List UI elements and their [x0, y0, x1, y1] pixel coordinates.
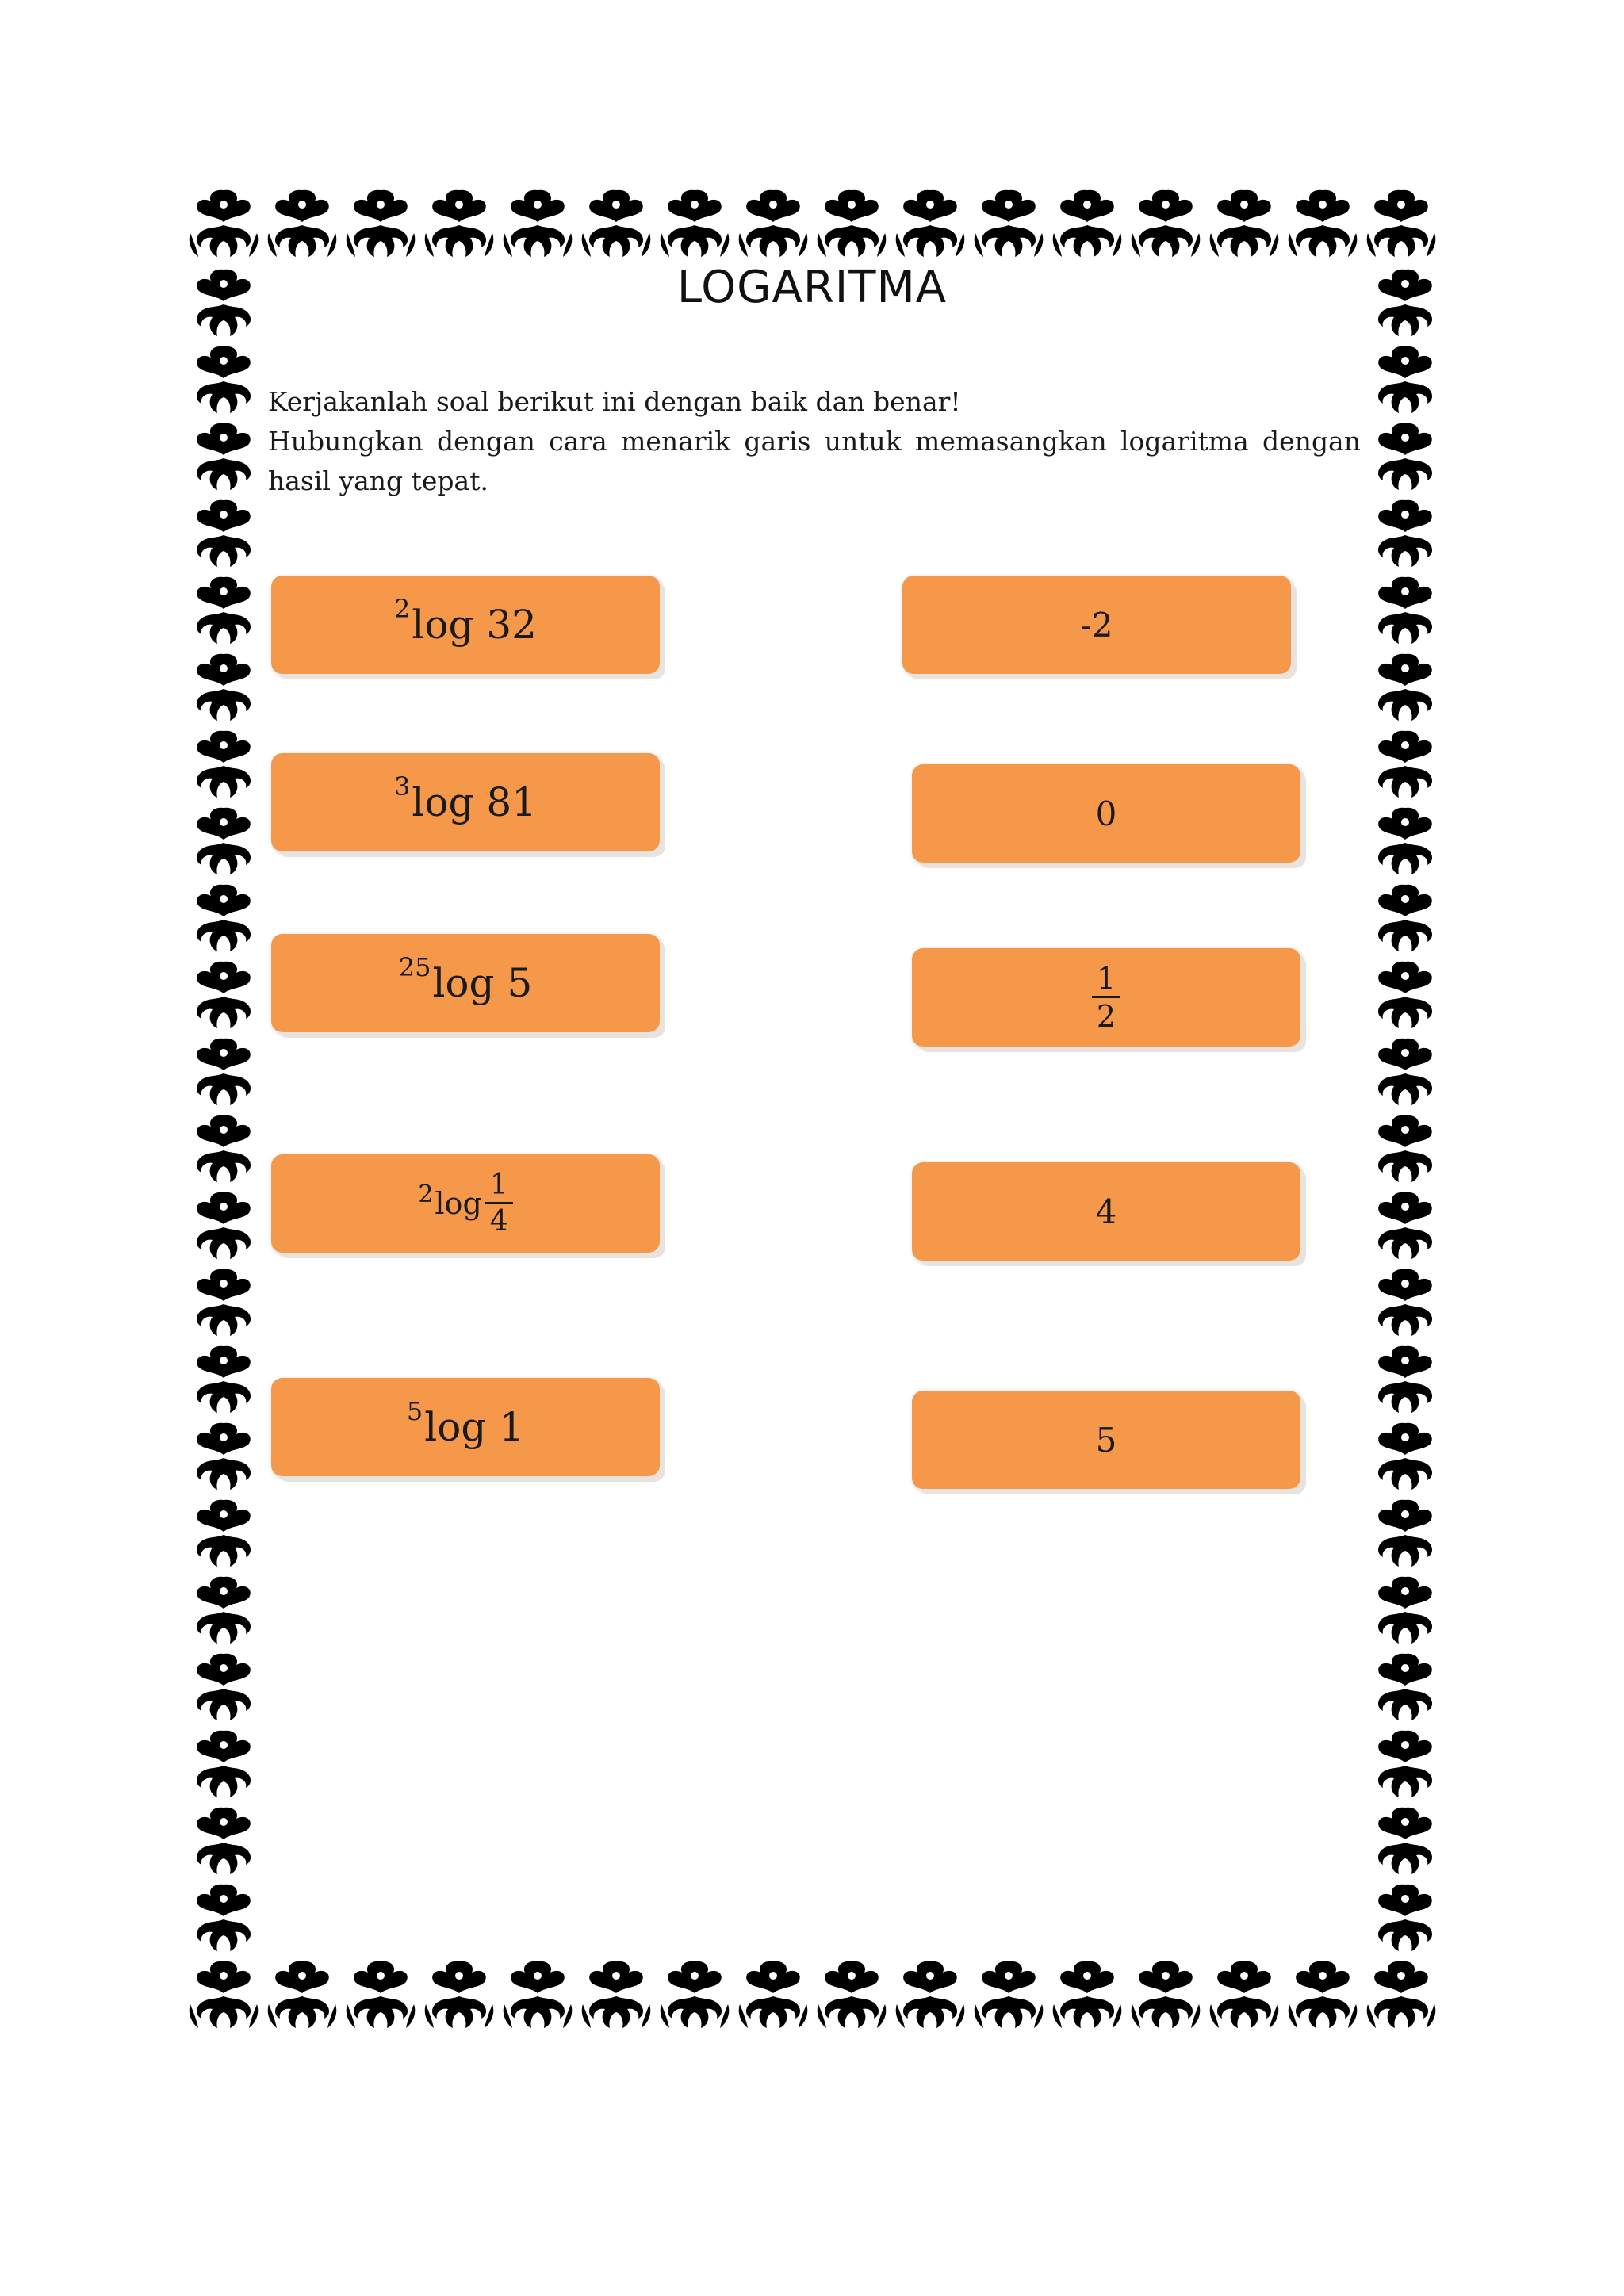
answer-card-5[interactable] — [912, 1391, 1300, 1489]
log-expression: 25 log 5 — [398, 952, 533, 1006]
instruction-line-2: Hubungkan dengan cara menarik garis untuk memasangkan logaritma dengan hasil yang tepat. — [268, 426, 1361, 496]
answer-value: 5 — [1095, 1420, 1117, 1460]
log-card-3[interactable] — [271, 934, 660, 1032]
answer-card-4[interactable] — [912, 1162, 1300, 1261]
border-top — [184, 186, 1445, 265]
answer-value: -2 — [1080, 605, 1113, 645]
instructions — [268, 382, 1361, 501]
border-bottom — [184, 1957, 1445, 2036]
log-card-1[interactable] — [271, 576, 660, 674]
log-expression: 2 log $\frac{1}{4}$ — [418, 1171, 512, 1236]
answer-card-2[interactable] — [912, 764, 1300, 863]
log-expression: 2 log 32 — [394, 594, 537, 648]
instruction-line-1: Kerjakanlah soal berikut ini dengan baik dan benar! — [268, 386, 961, 417]
log-expression: 5 log 1 — [406, 1396, 525, 1450]
log-expression: 3 log 81 — [394, 771, 537, 825]
fraction: $\frac{1}{2}$ — [1092, 963, 1120, 1031]
log-card-2[interactable] — [271, 753, 660, 851]
log-card-4[interactable] — [271, 1154, 660, 1253]
answer-value: 4 — [1095, 1192, 1117, 1231]
answer-card-3[interactable] — [912, 948, 1300, 1047]
answer-value: 0 — [1095, 794, 1117, 833]
border-right — [1365, 265, 1444, 1957]
worksheet-title: LOGARITMA — [676, 262, 948, 313]
fraction: $\frac{1}{4}$ — [485, 1171, 513, 1236]
answer-card-1[interactable] — [902, 576, 1291, 674]
border-left — [184, 265, 262, 1957]
log-card-5[interactable] — [271, 1378, 660, 1476]
